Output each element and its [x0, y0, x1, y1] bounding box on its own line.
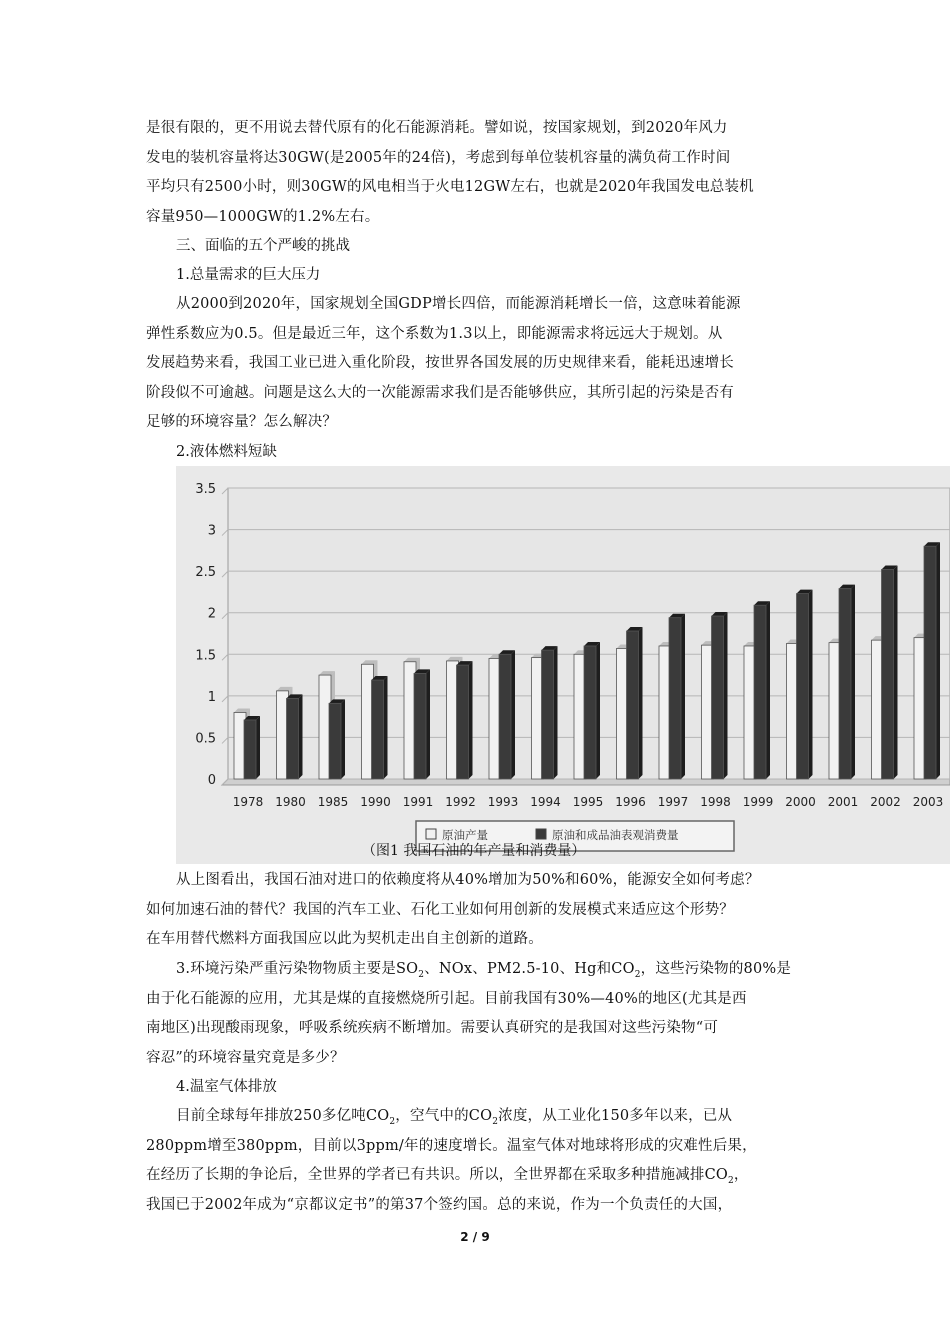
bar-consumption — [754, 605, 766, 779]
x-tick-label: 1998 — [700, 795, 731, 809]
bar-consumption — [669, 618, 681, 779]
gridline-depth — [222, 696, 228, 702]
y-tick-label: 2 — [207, 606, 216, 622]
bar-consumption-side — [469, 661, 473, 779]
x-tick-label: 1985 — [317, 795, 349, 809]
section-heading-challenges: 三、面临的五个严峻的挑战 — [176, 238, 350, 254]
x-tick-label: 1992 — [445, 795, 476, 809]
paragraph-greenhouse — [146, 1102, 806, 1220]
bar-consumption — [244, 720, 256, 779]
bar-consumption-side — [724, 612, 728, 779]
text-line: 发电的装机容量将达30GW(是2005年的24倍)，考虑到每单位装机容量的满负荷工作时间 — [146, 149, 731, 166]
plot-floor — [222, 779, 950, 785]
x-tick-label: 1999 — [742, 795, 774, 809]
bar-consumption-side — [894, 565, 898, 779]
bar-consumption — [584, 646, 596, 779]
bar-consumption — [627, 631, 639, 779]
subscript: 2 — [418, 969, 425, 980]
x-tick-label: 2003 — [912, 795, 944, 809]
gridline-depth — [222, 737, 228, 743]
text-line: 南地区)出现酸雨现象，呼吸系统疾病不断增加。需要认真研究的是我国对这些污染物“可 — [146, 1020, 719, 1036]
text-segment: 在经历了长期的争论后，全世界的学者已有共识。所以，全世界都在采取多种措施减排CO — [146, 1167, 728, 1183]
bar-consumption — [924, 546, 936, 779]
x-tick-label: 1991 — [402, 795, 434, 809]
text-line: 是很有限的，更不用说去替代原有的化石能源消耗。譬如说，按国家规划，到2020年风力 — [146, 120, 728, 136]
subscript: 2 — [634, 969, 641, 980]
text-segment: 浓度，从工业化150多年以来，已从 — [498, 1108, 733, 1124]
x-tick-label: 1993 — [487, 795, 519, 809]
bar-consumption — [542, 650, 554, 779]
subscript: 2 — [492, 1116, 499, 1127]
bar-consumption-side — [341, 699, 345, 779]
bar-consumption — [457, 665, 469, 779]
gridline-depth — [222, 613, 228, 619]
bar-consumption-side — [596, 642, 600, 779]
text-line: 在车用替代燃料方面我国应以此为契机走出自主创新的道路。 — [146, 931, 543, 947]
paragraph-pollution — [146, 955, 806, 1073]
bar-consumption-side — [426, 669, 430, 779]
y-tick-label: 3 — [207, 523, 216, 539]
x-tick-label: 1995 — [572, 795, 604, 809]
bar-consumption-side — [299, 694, 303, 779]
bar-consumption-side — [851, 585, 855, 779]
y-tick-label: 0.5 — [195, 731, 216, 747]
bar-consumption — [372, 680, 384, 779]
x-tick-label: 1980 — [275, 795, 306, 809]
text-line: 280ppm增至380ppm，目前以3ppm/年的速度增长。温室气体对地球将形成的灾难性后果， — [146, 1137, 757, 1154]
text-line: 平均只有2500小时，则30GW的风电相当于火电12GW左右，也就是2020年我国发电总装机 — [146, 179, 754, 195]
figure-caption: （图1 我国石油的年产量和消费量） — [362, 843, 586, 859]
bar-consumption — [414, 673, 426, 779]
text-line: 阶段似不可逾越。问题是这么大的一次能源需求我们是否能够供应，其所引起的污染是否有 — [146, 384, 734, 401]
legend-swatch-production — [426, 829, 436, 839]
item-heading-liquid-fuel: 2.液体燃料短缺 — [176, 444, 277, 460]
subscript: 2 — [389, 1116, 396, 1127]
text-line: 我国已于2002年成为“京都议定书”的第37个签约国。总的来说，作为一个负责任的大国， — [146, 1196, 733, 1213]
bar-consumption-side — [936, 542, 940, 779]
text-line: 足够的环境容量？怎么解决？ — [146, 414, 338, 430]
paragraph-oil-dependence — [146, 866, 806, 955]
bar-consumption — [797, 594, 809, 779]
text-line: 弹性系数应为0.5。但是最近三年，这个系数为1.3以上，即能源需求将远远大于规划。从 — [146, 325, 723, 342]
legend-label-consumption: 原油和成品油表观消费量 — [552, 828, 679, 842]
bar-consumption — [712, 616, 724, 779]
text-segment: 、NOx、PM2.5-10、Hg和CO — [424, 961, 635, 977]
y-tick-label: 3.5 — [195, 482, 216, 497]
subscript: 2 — [727, 1175, 734, 1186]
bar-consumption-side — [554, 646, 558, 779]
x-tick-label: 1990 — [360, 795, 391, 809]
text-segment: ，空气中的CO — [395, 1108, 493, 1124]
item-heading-greenhouse: 4.温室气体排放 — [176, 1079, 277, 1095]
text-segment: 目前全球每年排放250多亿吨CO — [176, 1108, 390, 1124]
y-tick-label: 0 — [207, 773, 216, 788]
bar-consumption — [329, 703, 341, 779]
x-tick-label: 1978 — [232, 795, 264, 809]
text-line — [146, 1161, 806, 1191]
text-line: 容量950—1000GW的1.2%左右。 — [146, 208, 380, 225]
bar-consumption-side — [639, 627, 643, 779]
oil-production-consumption-chart — [176, 466, 950, 864]
y-tick-label: 1.5 — [195, 648, 216, 664]
legend-label-production: 原油产量 — [442, 828, 488, 842]
bar-consumption-side — [256, 716, 260, 779]
text-line: 从2000到2020年，国家规划全国GDP增长四倍，而能源消耗增长一倍，这意味着能源 — [176, 296, 741, 312]
text-line — [146, 955, 806, 985]
y-tick-label: 2.5 — [195, 565, 216, 581]
bar-consumption-side — [384, 676, 388, 779]
bar-consumption-side — [766, 601, 770, 779]
text-segment: 3.环境污染严重污染物物质主要是SO — [176, 961, 419, 977]
bar-consumption-side — [511, 650, 515, 779]
x-tick-label: 2002 — [870, 795, 901, 809]
x-tick-label: 1996 — [615, 795, 646, 809]
text-line: 发展趋势来看，我国工业已进入重化阶段，按世界各国发展的历史规律来看，能耗迅速增长 — [146, 355, 734, 371]
legend-swatch-consumption — [536, 829, 546, 839]
text-segment: ，这些污染物的80%是 — [640, 961, 792, 977]
page-number: 2 / 9 — [460, 1230, 490, 1244]
text-line: 从上图看出，我国石油对进口的依赖度将从40%增加为50%和60%，能源安全如何考虑？ — [176, 872, 760, 888]
text-line: 由于化石能源的应用，尤其是煤的直接燃烧所引起。目前我国有30%—40%的地区(尤其是西 — [146, 990, 747, 1007]
bar-consumption — [499, 654, 511, 779]
gridline-depth — [222, 654, 228, 660]
bar-consumption-side — [809, 590, 813, 779]
x-tick-label: 2000 — [785, 795, 816, 809]
text-line: 如何加速石油的替代？我国的汽车工业、石化工业如何用创新的发展模式来适应这个形势？ — [146, 901, 734, 918]
text-segment: ， — [733, 1167, 749, 1183]
x-tick-label: 2001 — [827, 795, 859, 809]
item-heading-total-demand: 1.总量需求的巨大压力 — [176, 267, 321, 283]
text-line — [146, 1102, 806, 1132]
paragraph-total-demand — [146, 290, 806, 438]
gridline-depth — [222, 571, 228, 577]
bar-consumption — [882, 569, 894, 779]
x-tick-label: 1997 — [657, 795, 689, 809]
x-tick-label: 1994 — [530, 795, 561, 809]
bar-consumption — [839, 589, 851, 779]
gridline-depth — [222, 488, 228, 494]
paragraph-wind-power — [146, 114, 806, 232]
text-line: 容忍”的环境容量究竟是多少？ — [146, 1049, 345, 1066]
bar-chart-svg — [176, 466, 950, 864]
bar-consumption-side — [681, 614, 685, 779]
bar-consumption — [287, 698, 299, 779]
gridline-depth — [222, 530, 228, 536]
y-tick-label: 1 — [207, 689, 216, 705]
